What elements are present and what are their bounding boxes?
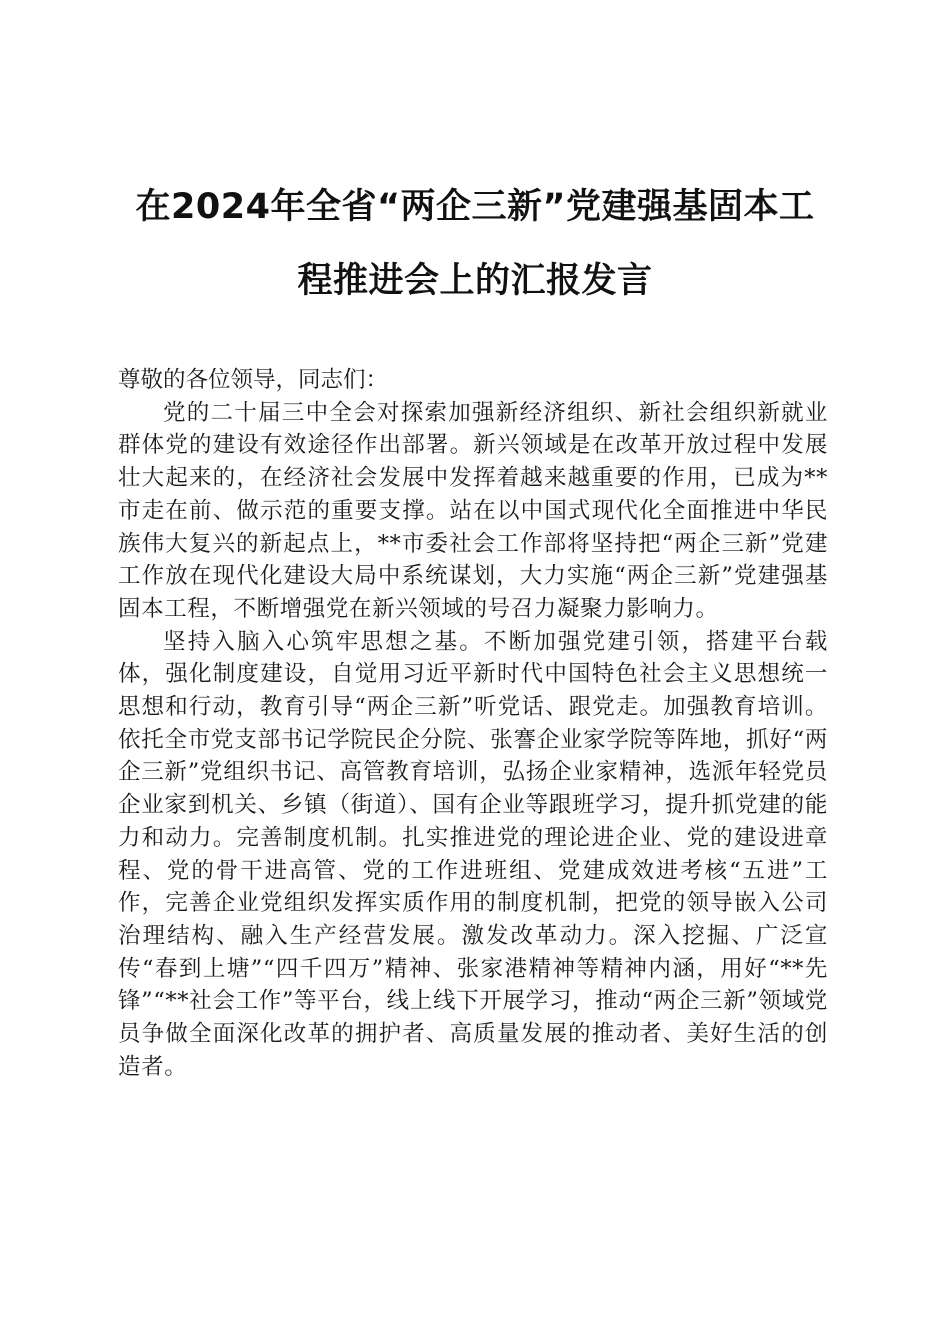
document-body [118,364,828,1083]
title-line-2: 程推进会上的汇报发言 [297,261,653,301]
salutation: 尊敬的各位领导，同志们： [118,367,389,393]
document-title [100,170,850,318]
title-line-1: 在2024年全省“两企三新”党建强基固本工 [135,187,815,227]
paragraph-ideology: 坚持入脑入心筑牢思想之基。不断加强党建引领，搭建平台载体，强化制度建设，自觉用习近平新时代中国特色社会主义思想统一思想和行动，教育引导“两企三新”听党话、跟党走。加强教育培训。依托全市党支部书记学院民企分院、张謇企业家学院等阵地，抓好“两企三新”党组织书记、高管教育培训，弘扬企业家精神，选派年轻党员企业家到机关、乡镇（街道）、国有企业等跟班学习，提升抓党建的能力和动力。完善制度机制。扎实推进党的理论进企业、党的建设进章程、党的骨干进高管、党的工作进班组、党建成效进考核“五进”工作，完善企业党组织发挥实质作用的制度机制，把党的领导嵌入公司治理结构、融入生产经营发展。激发改革动力。深入挖掘、广泛宣传“春到上塘”“四千四万”精神、张家港精神等精神内涵，用好“**先锋”“**社会工作”等平台，线上线下开展学习，推动“两企三新”领域党员争做全面深化改革的拥护者、高质量发展的推动者、美好生活的创造者。 [118,628,828,1080]
paragraph-intro: 党的二十届三中全会对探索加强新经济组织、新社会组织新就业群体党的建设有效途径作出部署。新兴领域是在改革开放过程中发展壮大起来的，在经济社会发展中发挥着越来越重要的作用，已成为**市走在前、做示范的重要支撑。站在以中国式现代化全面推进中华民族伟大复兴的新起点上，**市委社会工作部将坚持把“两企三新”党建工作放在现代化建设大局中系统谋划，大力实施“两企三新”党建强基固本工程，不断增强党在新兴领域的号召力凝聚力影响力。 [118,399,828,622]
